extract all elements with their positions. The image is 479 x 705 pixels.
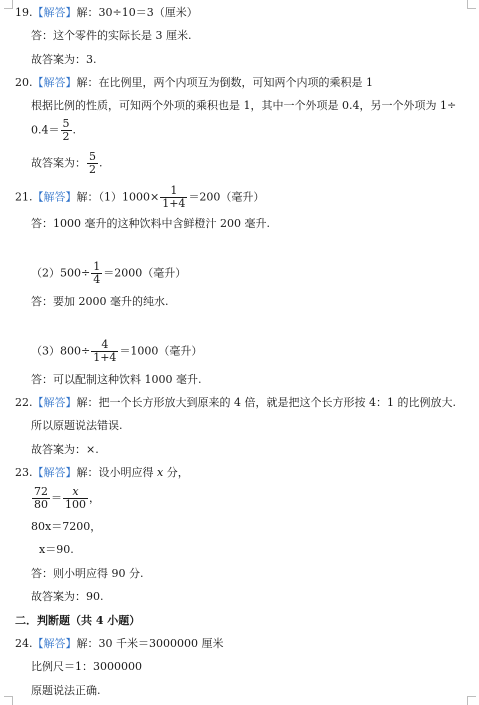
q19-number: 19. xyxy=(15,6,33,19)
q23-proportion: $\frac{72}{80}$ ＝ $\frac{x}{100}$ ， xyxy=(34,485,100,511)
q21-line1: 21.【解答】解：（1）1000× $\frac{1}{1+4}$ ＝200（毫升） xyxy=(15,184,265,210)
fraction: $\frac{4}{1+4}$ xyxy=(93,338,117,364)
fraction: $\frac{1}{4}$ xyxy=(93,260,101,286)
q20-line2: 根据比例的性质，可知两个外项的乘积也是 1，其中一个外项是 0.4，另一个外项为 1÷ xyxy=(31,99,457,112)
fraction: $\frac{5}{2}$ xyxy=(89,150,96,176)
q24-line3: 原题说法正确. xyxy=(31,684,101,697)
q22-final: 故答案为：×. xyxy=(31,443,99,456)
q21-answer1: 答：1000 毫升的这种饮料中含鲜橙汁 200 毫升. xyxy=(31,217,270,230)
q19-final: 故答案为：3. xyxy=(31,53,97,66)
section-heading: 二．判断题（共 4 小题） xyxy=(15,614,141,627)
q23-line3: 80x＝7200， xyxy=(31,520,102,533)
q19-answer: 答：这个零件的实际长是 3 厘米. xyxy=(31,29,192,42)
q24-line1: 24.【解答】解：30 千米＝3000000 厘米 xyxy=(15,637,224,650)
fraction: $\frac{x}{100}$ xyxy=(65,485,86,511)
q23-line4: x＝90. xyxy=(39,543,74,556)
q20-line1: 20.【解答】解：在比例里，两个内项互为倒数，可知两个内项的乘积是 1 xyxy=(15,76,373,89)
q21-part3: （3）800÷ $\frac{4}{1+4}$ ＝1000（毫升） xyxy=(31,338,203,364)
q19-calc: 30÷10＝3（厘米） xyxy=(98,6,198,19)
q23-final: 故答案为：90. xyxy=(31,590,104,603)
q19-line1: 19.【解答】解：30÷10＝3（厘米） xyxy=(15,6,198,19)
answer-tag: 【解答】 xyxy=(32,6,77,19)
fraction: $\frac{72}{80}$ xyxy=(34,485,48,511)
q20-final: 故答案为： $\frac{5}{2}$ . xyxy=(31,150,103,176)
q24-line2: 比例尺＝1：3000000 xyxy=(31,660,142,673)
q22-line1: 22.【解答】解：把一个长方形放大到原来的 4 倍，就是把这个长方形按 4：1 的比例放大. xyxy=(15,396,456,409)
q23-answer: 答：则小明应得 90 分. xyxy=(31,567,144,580)
q22-line2: 所以原题说法错误. xyxy=(31,419,123,432)
corner-mark-top-left xyxy=(4,0,13,9)
fraction: $\frac{1}{1+4}$ xyxy=(162,184,186,210)
fraction: $\frac{5}{2}$ xyxy=(62,117,70,143)
q23-line1: 23.【解答】解：设小明应得 x 分， xyxy=(15,466,189,479)
q20-line3: 0.4＝ $\frac{5}{2}$ . xyxy=(31,117,76,143)
q21-answer3: 答：可以配制这种饮料 1000 毫升. xyxy=(31,373,202,386)
q21-answer2: 答：要加 2000 毫升的纯水. xyxy=(31,295,169,308)
q21-part2: （2）500÷ $\frac{1}{4}$ ＝2000（毫升） xyxy=(31,260,187,286)
corner-mark-top-right xyxy=(467,0,476,9)
